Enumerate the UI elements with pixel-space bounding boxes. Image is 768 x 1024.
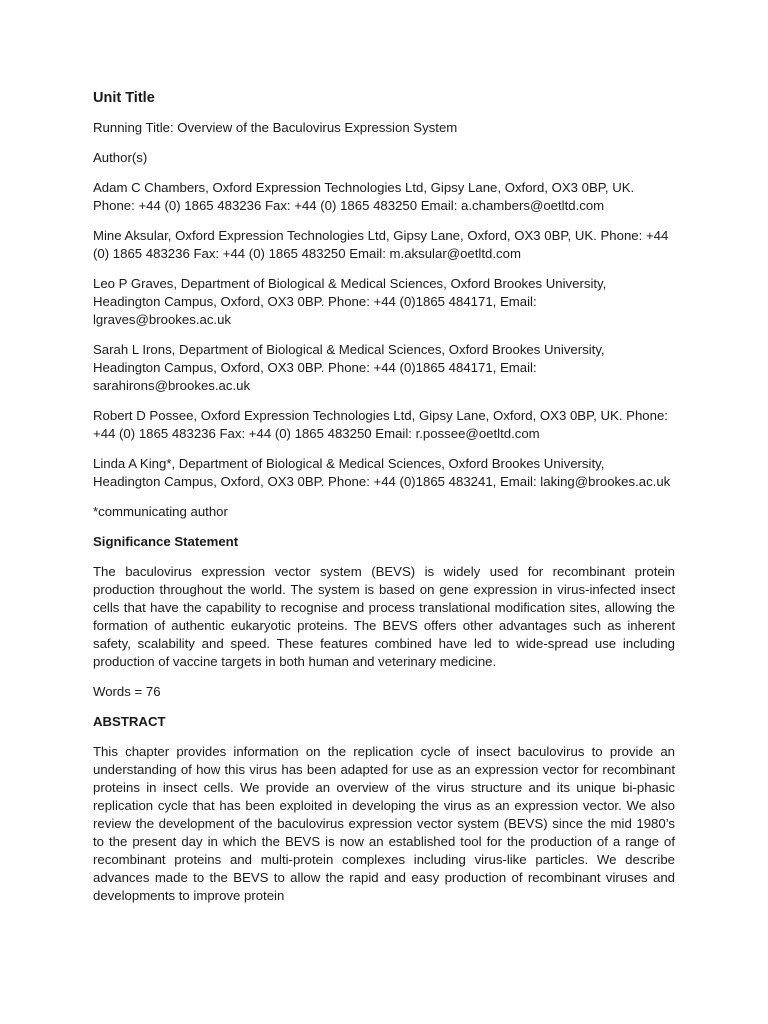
significance-body: The baculovirus expression vector system (BEVS) is widely used for recombinant protein production throughout the world. The system is based on gene expression in virus-infected insect cells that have the capability to recognise and process translational modification sites, allowing the formation of authentic eukaryotic proteins. The BEVS offers other advantages such as inherent safety, scalability and speed. These features combined have led to wide-spread use including production of vaccine targets in both human and veterinary medicine. [93,564,675,669]
word-count: Words = 76 [93,684,161,699]
communicating-author-note: *communicating author [93,504,228,519]
author-entry: Sarah L Irons, Department of Biological & Medical Sciences, Oxford Brookes University, Headington Campus, Oxford, OX3 0BP. Phone: +44 (0)1865 484171, Email: sarahirons@brookes.ac.uk [93,342,605,393]
abstract-body: This chapter provides information on the replication cycle of insect baculovirus to provide an understanding of how this virus has been adapted for use as an expression vector for recombinant proteins in insect cells. We provide an overview of the virus structure and its unique bi-phasic replication cycle that has been exploited in developing the virus as an expression vector. We also review the development of the baculovirus expression vector system (BEVS) since the mid 1980’s to the present day in which the BEVS is now an established tool for the production of a range of recombinant proteins and multi-protein complexes including virus-like particles. We describe advances made to the BEVS to allow the rapid and easy production of recombinant viruses and developments to improve protein [93,744,675,903]
unit-title: Unit Title [93,90,155,106]
significance-heading: Significance Statement [93,534,239,549]
authors-label: Author(s) [93,150,148,165]
author-list [93,179,675,491]
author-entry: Linda A King*, Department of Biological & Medical Sciences, Oxford Brookes University, Headington Campus, Oxford, OX3 0BP. Phone: +44 (0)1865 483241, Email: laking@brookes.ac.uk [93,456,671,489]
author-entry: Robert D Possee, Oxford Expression Technologies Ltd, Gipsy Lane, Oxford, OX3 0BP, UK. Phone: +44 (0) 1865 483236 Fax: +44 (0) 1865 483250 Email: r.possee@oetltd.com [93,408,668,441]
document-page [93,88,675,917]
author-entry: Mine Aksular, Oxford Expression Technologies Ltd, Gipsy Lane, Oxford, OX3 0BP, UK. Phone: +44 (0) 1865 483236 Fax: +44 (0) 1865 483250 Email: m.aksular@oetltd.com [93,228,669,261]
running-title: Running Title: Overview of the Baculovirus Expression System [93,120,458,135]
author-entry: Adam C Chambers, Oxford Expression Technologies Ltd, Gipsy Lane, Oxford, OX3 0BP, UK. Phone: +44 (0) 1865 483236 Fax: +44 (0) 1865 483250 Email: a.chambers@oetltd.com [93,180,635,213]
author-entry: Leo P Graves, Department of Biological & Medical Sciences, Oxford Brookes University, Headington Campus, Oxford, OX3 0BP. Phone: +44 (0)1865 484171, Email: lgraves@brookes.ac.uk [93,276,607,327]
abstract-heading: ABSTRACT [93,714,166,729]
